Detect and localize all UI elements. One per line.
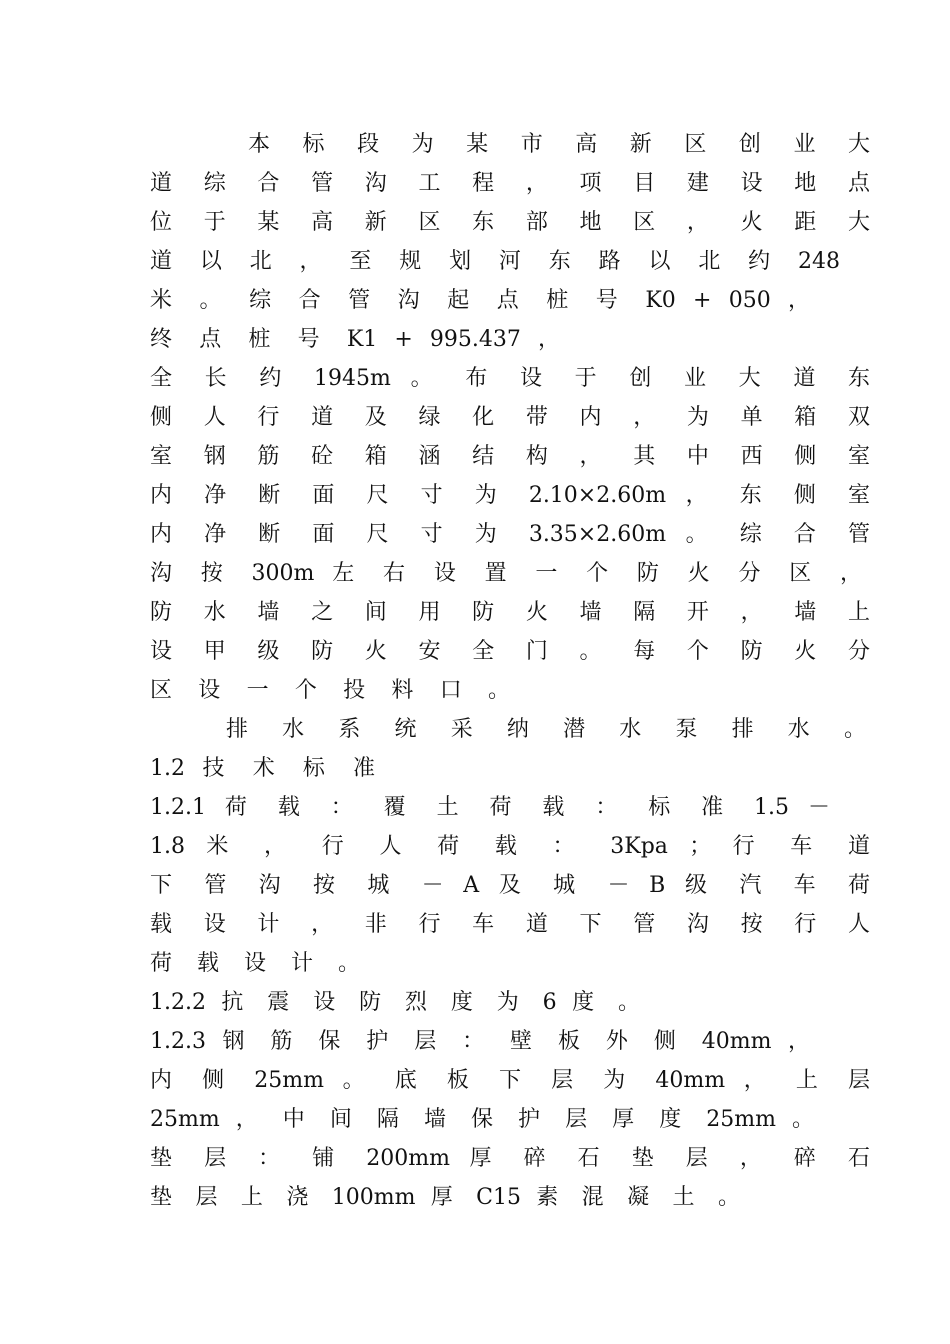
text-line: 1.8 米 ， 行 人 荷 载 ： 3Kpa ； 行 车 道 — [150, 834, 870, 859]
text-line: 道 综 合 管 沟 工 程 ， 项 目 建 设 地 点 — [150, 171, 870, 196]
text-line: 荷 载 设 计 。 — [150, 951, 360, 976]
text-line: 区 设 一 个 投 料 口 。 — [150, 678, 510, 703]
text-line: 垫 层 ： 铺 200mm 厚 碎 石 垫 层 ， 碎 石 — [150, 1146, 870, 1171]
text-line: 道 以 北 ， 至 规 划 河 东 路 以 北 约 248 — [150, 249, 840, 274]
text-line: 设 甲 级 防 火 安 全 门 。 每 个 防 火 分 — [150, 639, 870, 664]
text-line: 防 水 墙 之 间 用 防 火 墙 隔 开 ， 墙 上 — [150, 600, 870, 625]
text-line: 排 水 系 统 采 纳 潜 水 泵 排 水 。 — [226, 717, 866, 742]
text-line: 1.2.2 抗 震 设 防 烈 度 为 6 度 。 — [150, 990, 640, 1015]
text-line: 本 标 段 为 某 市 高 新 区 创 业 大 — [248, 132, 870, 157]
text-line: 侧 人 行 道 及 绿 化 带 内 ， 为 单 箱 双 — [150, 405, 870, 430]
text-line: 全 长 约 1945m 。 布 设 于 创 业 大 道 东 — [150, 366, 870, 391]
text-line: 垫 层 上 浇 100mm 厚 C15 素 混 凝 土 。 — [150, 1185, 740, 1210]
text-line: 1.2.1 荷 载 ： 覆 土 荷 载 ： 标 准 1.5 － — [150, 795, 830, 820]
text-line: 1.2 技 术 标 准 — [150, 756, 375, 781]
text-line: 1.2.3 钢 筋 保 护 层 ： 壁 板 外 侧 40mm ， — [150, 1029, 810, 1054]
text-line: 内 净 断 面 尺 寸 为 3.35×2.60m 。 综 合 管 — [150, 522, 870, 547]
text-line: 25mm ， 中 间 隔 墙 保 护 层 厚 度 25mm 。 — [150, 1107, 814, 1132]
text-line: 米 。 综 合 管 沟 起 点 桩 号 K0 + 050 ， — [150, 288, 810, 313]
text-line: 终 点 桩 号 K1 + 995.437 ， — [150, 327, 560, 352]
text-line: 下 管 沟 按 城 － A 及 城 － B 级 汽 车 荷 — [150, 873, 870, 898]
text-line: 内 侧 25mm 。 底 板 下 层 为 40mm ， 上 层 — [150, 1068, 870, 1093]
text-line: 沟 按 300m 左 右 设 置 一 个 防 火 分 区 ， — [150, 561, 862, 586]
text-line: 内 净 断 面 尺 寸 为 2.10×2.60m ， 东 侧 室 — [150, 483, 870, 508]
text-line: 载 设 计 ， 非 行 车 道 下 管 沟 按 行 人 — [150, 912, 870, 937]
text-line: 位 于 某 高 新 区 东 部 地 区 ， 火 距 大 — [150, 210, 870, 235]
text-line: 室 钢 筋 砼 箱 涵 结 构 ， 其 中 西 侧 室 — [150, 444, 870, 469]
